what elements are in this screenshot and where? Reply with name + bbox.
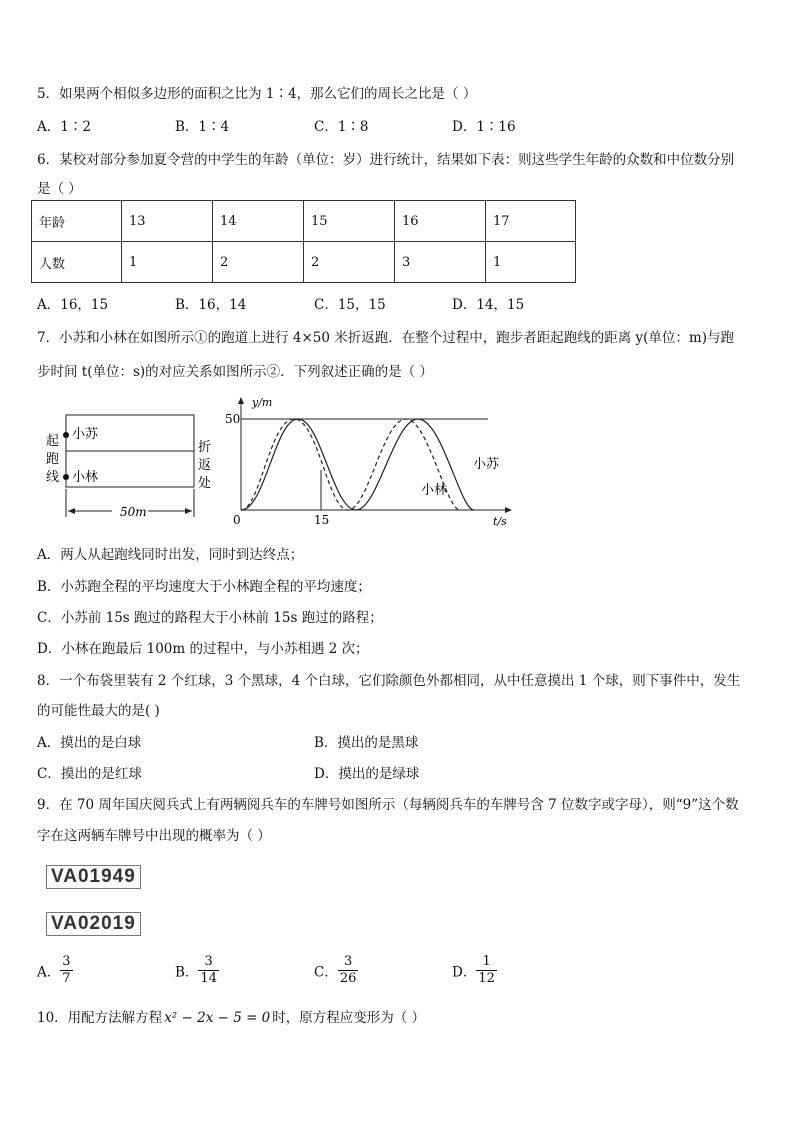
curve-label-su: 小苏	[473, 457, 500, 472]
table-row	[32, 242, 576, 283]
q6-option-c: C．15，15	[314, 297, 386, 313]
q9-option-d	[452, 954, 497, 987]
license-plate-1: VA01949	[46, 865, 141, 889]
license-plate-2: VA02019	[46, 912, 141, 936]
q7-option-b: B．小苏跑全程的平均速度大于小林跑全程的平均速度；	[37, 579, 371, 595]
numerator: 3	[338, 954, 359, 971]
table-cell: 14	[213, 201, 304, 242]
track-length-label: 50m	[120, 505, 147, 519]
runner-su-label: 小苏	[72, 427, 99, 442]
turn-point-char: 折	[198, 440, 212, 455]
denominator: 12	[478, 971, 495, 986]
start-line-char: 线	[46, 470, 60, 485]
denominator: 7	[62, 971, 71, 986]
q9-option-a	[37, 954, 73, 987]
q5-option-d: D．1∶16	[452, 119, 516, 135]
runner-su-dot	[63, 432, 69, 438]
x-axis-arrow-icon	[505, 507, 512, 513]
denominator: 26	[339, 971, 357, 986]
turn-point-char: 处	[198, 476, 212, 491]
q6-stem-line1: 6．某校对部分参加夏令营的中学生的年龄（单位：岁）进行统计，结果如下表：则这些学生年龄的众数和中位数分别	[37, 152, 735, 168]
q7-option-a: A．两人从起跑线同时出发，同时到达终点；	[37, 547, 304, 563]
option-label: D．	[452, 964, 477, 981]
fraction	[338, 954, 359, 987]
option-label: A．	[37, 964, 61, 981]
q10-stem	[37, 1006, 425, 1026]
q8-option-c: C．摸出的是红球	[37, 766, 142, 782]
distance-time-graph	[225, 392, 518, 532]
turn-point-char: 返	[198, 458, 212, 473]
table-cell: 16	[395, 201, 486, 242]
q9-stem-line1: 9．在 70 周年国庆阅兵式上有两辆阅兵车的车牌号如图所示（每辆阅兵车的车牌号含 7 位数字或字母），则“9”这个数	[37, 797, 739, 813]
x-axis-label: t/s	[493, 515, 507, 528]
fraction	[476, 954, 497, 987]
q5-stem: 5．如果两个相似多边形的面积之比为 1∶4，那么它们的周长之比是（ ）	[37, 86, 477, 102]
q5-option-b: B．1∶4	[175, 119, 230, 135]
numerator: 1	[476, 954, 497, 971]
q8-stem-line1: 8．一个布袋里装有 2 个红球，3 个黑球，4 个白球，它们除颜色外都相同，从中任意摸出 1 个球，则下事件中，发生	[37, 673, 741, 689]
runner-lin-dot	[63, 474, 69, 480]
option-label: B．	[175, 964, 199, 981]
q7-stem-line2: 步时间 t(单位：s)的对应关系如图所示②．下列叙述正确的是（ ）	[37, 364, 433, 380]
y-axis-label: y/m	[252, 396, 273, 409]
table-cell: 1	[122, 242, 213, 283]
table-cell: 2	[213, 242, 304, 283]
table-cell: 17	[486, 201, 576, 242]
q5-option-a: A．1∶2	[37, 119, 91, 135]
y-axis-arrow-icon	[238, 397, 244, 404]
q7-option-c: C．小苏前 15s 跑过的路程大于小林前 15s 跑过的路程；	[37, 610, 383, 626]
table-row	[32, 201, 576, 242]
start-line-char: 起	[46, 434, 60, 449]
q7-option-d: D．小林在跑最后 100m 的过程中，与小苏相遇 2 次；	[37, 641, 369, 657]
start-line-char: 跑	[46, 452, 60, 467]
q9-stem-line2: 字在这两辆车牌号中出现的概率为（ ）	[37, 828, 271, 844]
age-table	[31, 200, 576, 283]
curve-label-lin: 小林	[421, 483, 448, 498]
runner-lin-label: 小林	[72, 470, 99, 485]
table-cell: 15	[304, 201, 395, 242]
numerator: 3	[62, 954, 71, 969]
q6-stem-line2: 是（ ）	[37, 181, 82, 197]
y-tick-label: 50	[225, 412, 241, 426]
q6-option-d: D．14，15	[452, 297, 525, 313]
x-tick-label: 15	[314, 513, 330, 527]
table-cell: 13	[122, 201, 213, 242]
arrow-right-icon	[185, 508, 192, 514]
fraction	[198, 954, 219, 987]
q6-option-a: A．16，15	[37, 297, 109, 313]
q9-option-c	[314, 954, 358, 987]
origin-label: 0	[233, 513, 241, 527]
numerator: 3	[198, 954, 219, 971]
table-cell: 年龄	[32, 201, 122, 242]
fraction	[60, 954, 72, 987]
denominator: 14	[200, 971, 217, 986]
arrow-left-icon	[68, 508, 75, 514]
option-label: C．	[314, 964, 338, 981]
q10-stem-suffix: 时，原方程应变形为（ ）	[272, 1010, 426, 1026]
q7-stem-line1: 7．小苏和小林在如图所示①的跑道上进行 4×50 米折返跑．在整个过程中，跑步者距起跑线的距离 y(单位：m)与跑	[37, 330, 735, 346]
q10-stem-prefix: 10．用配方法解方程	[37, 1010, 163, 1026]
q6-option-b: B．16，14	[175, 297, 247, 313]
q8-stem-line2: 的可能性最大的是( )	[37, 703, 160, 719]
q8-option-b: B．摸出的是黑球	[314, 735, 419, 751]
q9-option-b	[175, 954, 219, 987]
q8-option-a: A．摸出的是白球	[37, 735, 142, 751]
q5-option-c: C．1∶8	[314, 119, 369, 135]
table-cell: 1	[486, 242, 576, 283]
q8-option-d: D．摸出的是绿球	[314, 766, 420, 782]
track-figure	[40, 405, 230, 525]
table-cell: 人数	[32, 242, 122, 283]
q10-equation: x² − 2x − 5 = 0	[164, 1010, 271, 1026]
table-cell: 3	[395, 242, 486, 283]
table-cell: 2	[304, 242, 395, 283]
